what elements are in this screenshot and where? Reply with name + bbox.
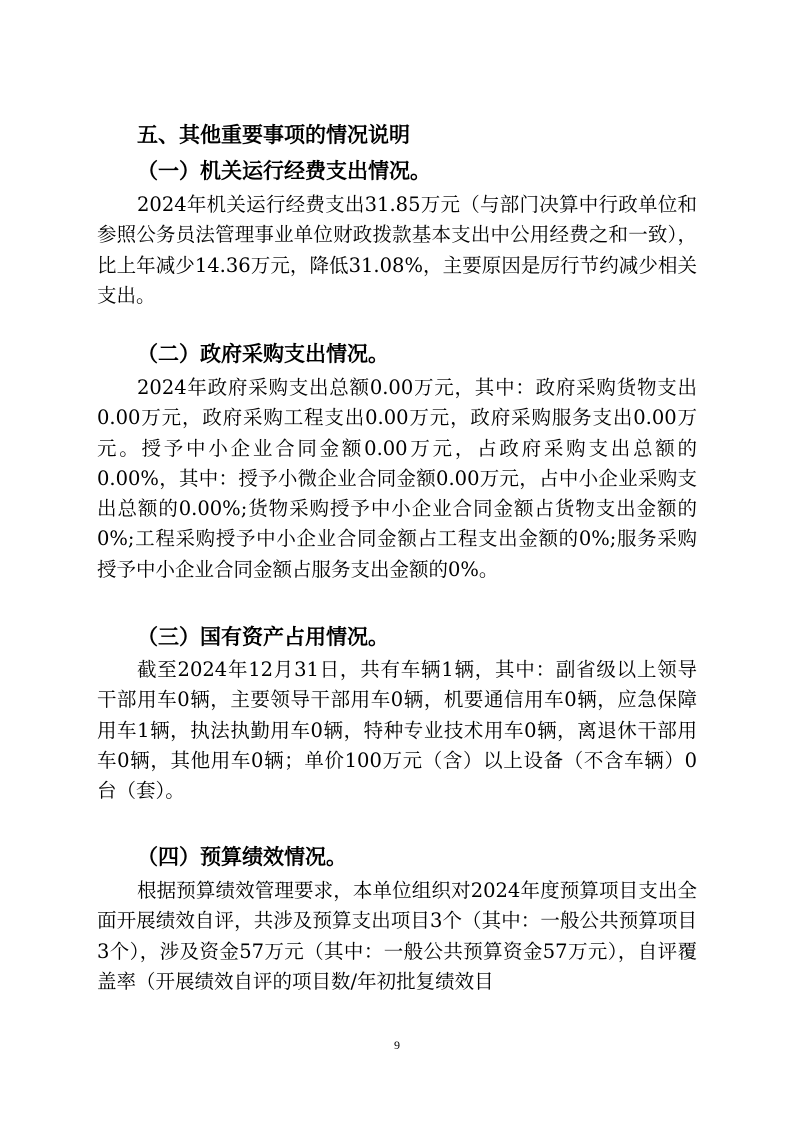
subsection-title-4: （四）预算绩效情况。: [137, 844, 347, 869]
paragraph-operating-expenses: 2024年机关运行经费支出31.85万元（与部门决算中行政单位和参照公务员法管理事业单位财政拨款基本支出中公用经费之和一致），比上年减少14.36万元，降低31.08%，主要原因是厉行节约减少相关支出。: [97, 193, 697, 307]
subsection-title-1: （一）机关运行经费支出情况。: [137, 158, 431, 183]
paragraph-performance: 根据预算绩效管理要求，本单位组织对2024年度预算项目支出全面开展绩效自评，共涉及预算支出项目3个（其中：一般公共预算项目3个），涉及资金57万元（其中：一般公共预算资金57万元），自评覆盖率（开展绩效自评的项目数/年初批复绩效目: [97, 879, 697, 993]
section-title: 五、其他重要事项的情况说明: [137, 122, 410, 147]
subsection-title-2: （二）政府采购支出情况。: [137, 341, 389, 366]
paragraph-state-assets: 截至2024年12月31日，共有车辆1辆，其中：副省级以上领导干部用车0辆，主要领导干部用车0辆，机要通信用车0辆，应急保障用车1辆，执法执勤用车0辆，特种专业技术用车0辆，离退休干部用车0辆，其他用车0辆；单价100万元（含）以上设备（不含车辆）0台（套）。: [97, 658, 697, 803]
subsection-title-3: （三）国有资产占用情况。: [137, 624, 389, 649]
page-number: 9: [394, 1038, 400, 1052]
paragraph-government-procurement: 2024年政府采购支出总额0.00万元，其中：政府采购货物支出0.00万元，政府采购工程支出0.00万元，政府采购服务支出0.00万元。授予中小企业合同金额0.00万元，占政府采购支出总额的0.00%，其中：授予小微企业合同金额0.00万元，占中小企业采购支出总额的0.00%;货物采购授予中小企业合同金额占货物支出金额的0%;工程采购授予中小企业合同金额占工程支出金额的0%;服务采购授予中小企业合同金额占服务支出金额的0%。: [97, 376, 697, 581]
